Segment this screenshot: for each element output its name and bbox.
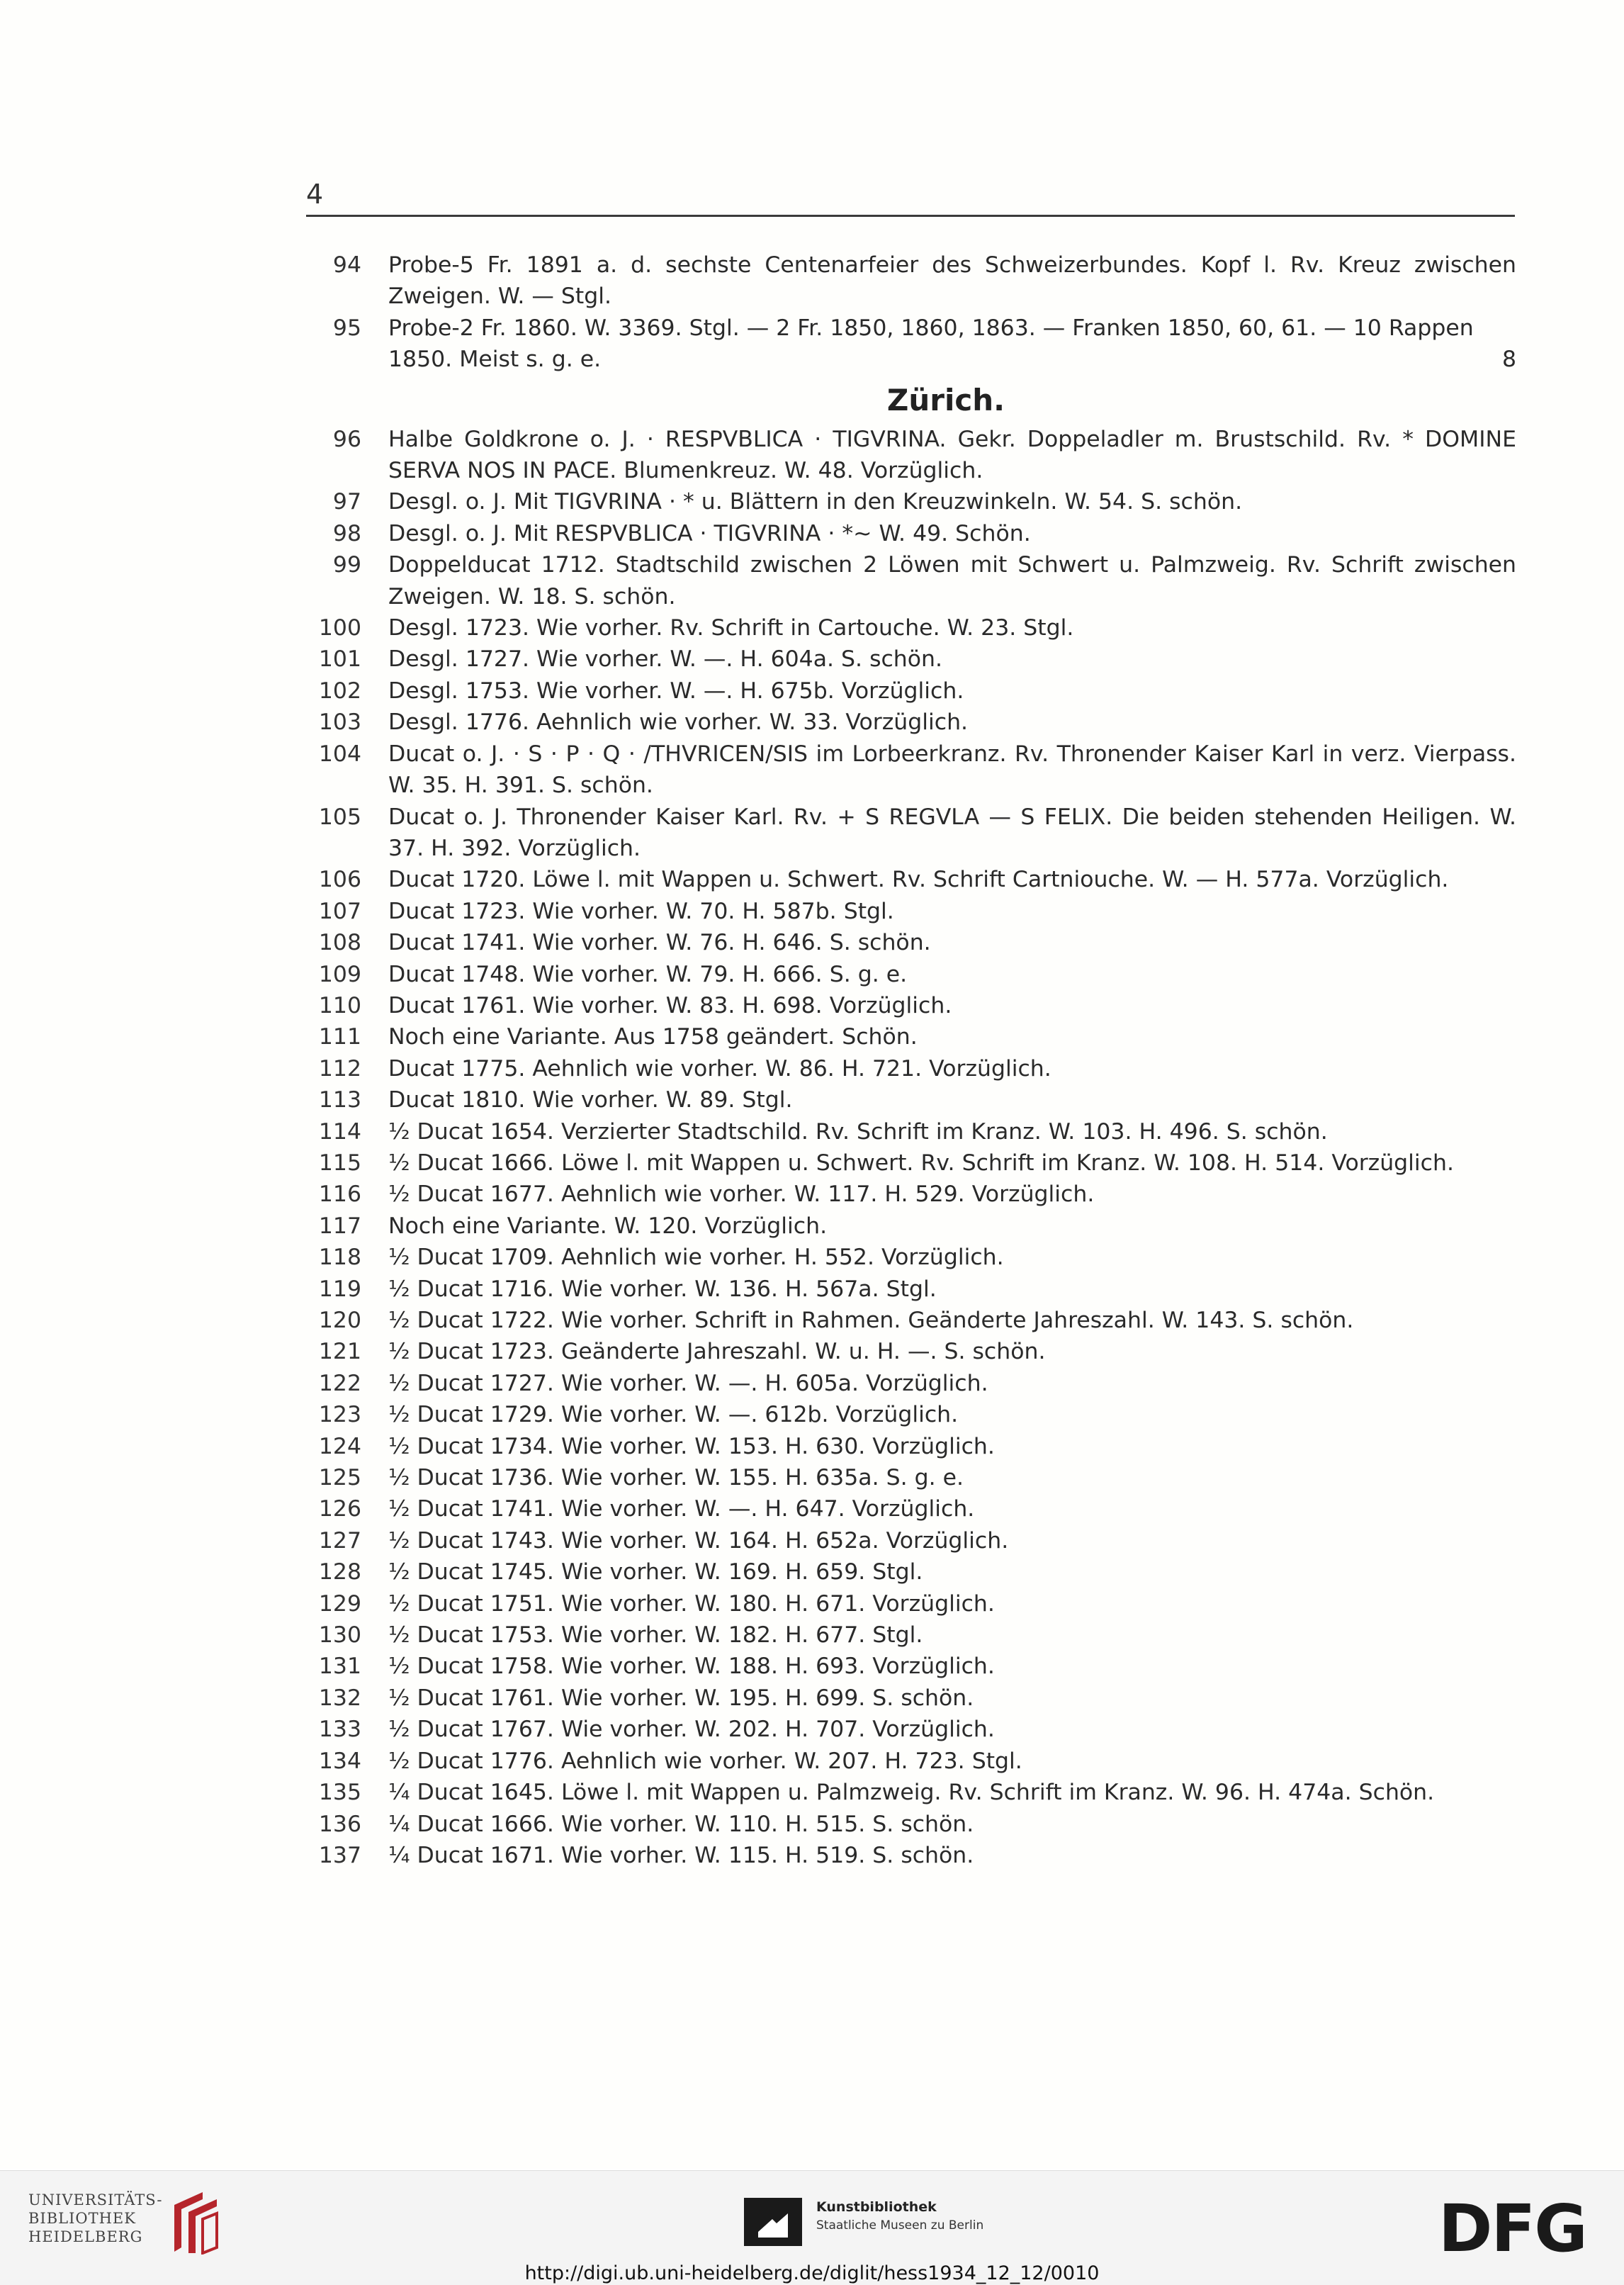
entry-number: 135 (318, 1780, 361, 1806)
entry-text: ½ Ducat 1767. Wie vorher. W. 202. H. 707. Vorzüglich. (388, 1717, 995, 1743)
catalog-entry (312, 1840, 1516, 1871)
catalog-entry (312, 1525, 1516, 1556)
entry-number: 125 (318, 1465, 361, 1491)
kunstbibliothek-mark-icon (744, 2198, 802, 2246)
catalog-entry (312, 1651, 1516, 1682)
entry-text: ½ Ducat 1734. Wie vorher. W. 153. H. 630. Vorzüglich. (388, 1433, 995, 1459)
entry-number: 133 (318, 1717, 361, 1743)
catalog-entry (312, 518, 1516, 549)
entry-number: 137 (318, 1842, 361, 1868)
entry-text: ½ Ducat 1758. Wie vorher. W. 188. H. 693. Vorzüglich. (388, 1654, 995, 1680)
entry-text: Ducat 1775. Aehnlich wie vorher. W. 86. H. 721. Vorzüglich. (388, 1055, 1051, 1082)
entry-text: Ducat 1720. Löwe l. mit Wappen u. Schwert. Rv. Schrift Cartniouche. W. — H. 577a. Vorzüglich. (388, 867, 1449, 893)
entry-number: 118 (318, 1245, 361, 1271)
entry-number: 94 (332, 252, 361, 278)
entry-number: 107 (318, 898, 361, 924)
entry-text: ½ Ducat 1745. Wie vorher. W. 169. H. 659. Stgl. (388, 1559, 923, 1585)
entry-number: 131 (318, 1654, 361, 1680)
entry-text: ½ Ducat 1741. Wie vorher. W. —. H. 647. Vorzüglich. (388, 1496, 975, 1522)
page-url[interactable]: http://digi.ub.uni-heidelberg.de/diglit/hess1934_12_12/0010 (524, 2262, 1100, 2284)
entry-number: 127 (318, 1527, 361, 1554)
catalog-entry (312, 1368, 1516, 1399)
entry-number: 101 (318, 646, 361, 673)
catalog-entry (312, 1493, 1516, 1525)
entry-number: 95 (332, 315, 361, 341)
entry-text: Ducat o. J. · S · P · Q · /THVRICEN/SIS im Lorbeerkranz. Rv. Thronender Kaiser Karl in verz. Vierpass. W. 35. H. 391. S. schön. (388, 741, 1516, 799)
entry-number: 120 (318, 1308, 361, 1333)
catalog-entry (312, 486, 1516, 517)
entry-list (312, 424, 1516, 1872)
catalog-entry (312, 896, 1516, 927)
entry-number: 97 (332, 489, 361, 515)
entry-text: ½ Ducat 1666. Löwe l. mit Wappen u. Schwert. Rv. Schrift im Kranz. W. 108. H. 514. Vorzüglich. (388, 1150, 1454, 1176)
entry-number: 109 (318, 961, 361, 987)
entry-text: ½ Ducat 1751. Wie vorher. W. 180. H. 671. Vorzüglich. (388, 1590, 995, 1617)
entry-text: Ducat 1761. Wie vorher. W. 83. H. 698. Vorzüglich. (388, 992, 952, 1018)
catalog-entry (312, 1336, 1516, 1367)
catalog-entry (312, 424, 1516, 487)
catalog-entry (312, 927, 1516, 958)
entry-text: Ducat o. J. Thronender Kaiser Karl. Rv. + S REGVLA — S FELIX. Die beiden stehenden Heiligen. W. 37. H. 392. Vorzüglich. (388, 804, 1516, 861)
entry-number: 134 (318, 1748, 361, 1774)
catalog-entry (312, 549, 1516, 612)
entry-text: ¼ Ducat 1666. Wie vorher. W. 110. H. 515. S. schön. (388, 1811, 974, 1837)
entry-number: 123 (318, 1402, 361, 1428)
kb-subtitle: Staatliche Museen zu Berlin (816, 2218, 984, 2233)
catalog-entry (312, 313, 1516, 376)
entry-number: 132 (318, 1685, 361, 1711)
header-rule (306, 215, 1515, 217)
entry-text: ½ Ducat 1736. Wie vorher. W. 155. H. 635a. S. g. e. (388, 1465, 964, 1491)
entry-text: Probe-5 Fr. 1891 a. d. sechste Centenarfeier des Schweizerbundes. Kopf l. Rv. Kreuz zwischen Zweigen. W. — Stgl. (388, 252, 1516, 310)
entry-number: 117 (318, 1213, 361, 1239)
entry-text: Ducat 1723. Wie vorher. W. 70. H. 587b. Stgl. (388, 898, 894, 924)
entry-text: ½ Ducat 1761. Wie vorher. W. 195. H. 699. S. schön. (388, 1685, 974, 1711)
entry-number: 119 (318, 1276, 361, 1302)
catalog-entry (312, 802, 1516, 865)
entry-number: 102 (318, 678, 361, 704)
ub-line: UNIVERSITÄTS- (28, 2191, 163, 2208)
entry-text (388, 313, 1516, 376)
entry-text: Desgl. o. J. Mit TIGVRINA · * u. Blättern in den Kreuzwinkeln. W. 54. S. schön. (388, 489, 1243, 515)
catalog-entry (312, 1053, 1516, 1084)
catalog-entry (312, 612, 1516, 644)
catalog-entry (312, 739, 1516, 802)
entry-number: 104 (318, 741, 361, 767)
section-heading: Zürich. (886, 382, 1005, 417)
catalog-entry (312, 1683, 1516, 1714)
entry-number: 98 (332, 520, 361, 546)
ub-mark-icon (167, 2191, 224, 2255)
catalog-entry (312, 959, 1516, 990)
entry-text: Ducat 1741. Wie vorher. W. 76. H. 646. S. schön. (388, 930, 931, 956)
catalog-entry (312, 1809, 1516, 1840)
entry-text: ½ Ducat 1654. Verzierter Stadtschild. Rv. Schrift im Kranz. W. 103. H. 496. S. schön. (388, 1118, 1328, 1145)
ub-line: HEIDELBERG (28, 2228, 143, 2245)
entry-text: Halbe Goldkrone o. J. · RESPVBLICA · TIGVRINA. Gekr. Doppeladler m. Brustschild. Rv. * DOMINE SERVA NOS IN PACE. Blumenkreuz. W. 48. Vorzüglich. (388, 426, 1516, 484)
dfg-logo: DFG (1438, 2191, 1586, 2267)
entry-number: 106 (318, 867, 361, 893)
entry-text: Ducat 1810. Wie vorher. W. 89. Stgl. (388, 1087, 793, 1113)
entry-number: 100 (318, 615, 361, 641)
catalog-entry (312, 1431, 1516, 1462)
entry-text: ½ Ducat 1727. Wie vorher. W. —. H. 605a. Vorzüglich. (388, 1370, 988, 1396)
catalog-entry (312, 1714, 1516, 1745)
entry-text: ½ Ducat 1753. Wie vorher. W. 182. H. 677. Stgl. (388, 1622, 923, 1649)
catalog-entry (312, 1556, 1516, 1588)
catalog-entry (312, 1399, 1516, 1430)
entry-text: ¼ Ducat 1671. Wie vorher. W. 115. H. 519. S. schön. (388, 1842, 974, 1868)
catalog-entry (312, 1746, 1516, 1777)
entry-number: 115 (318, 1150, 361, 1176)
entry-text: Noch eine Variante. Aus 1758 geändert. Schön. (388, 1024, 918, 1050)
catalog-entry (312, 1179, 1516, 1210)
catalog-entry (312, 1147, 1516, 1179)
catalog-entry (312, 644, 1516, 675)
entry-text: Desgl. 1753. Wie vorher. W. —. H. 675b. Vorzüglich. (388, 678, 964, 704)
ub-heidelberg-logo (28, 2191, 163, 2246)
entry-number: 124 (318, 1433, 361, 1459)
entry-text: ¼ Ducat 1645. Löwe l. mit Wappen u. Palmzweig. Rv. Schrift im Kranz. W. 96. H. 474a. Schön. (388, 1780, 1435, 1806)
catalog-entry (312, 1116, 1516, 1147)
entry-number: 128 (318, 1559, 361, 1585)
entry-text: Doppelducat 1712. Stadtschild zwischen 2 Löwen mit Schwert u. Palmzweig. Rv. Schrift zwischen Zweigen. W. 18. S. schön. (388, 552, 1516, 610)
entry-text: ½ Ducat 1716. Wie vorher. W. 136. H. 567a. Stgl. (388, 1276, 937, 1302)
catalog-entry (312, 1242, 1516, 1273)
entry-number: 129 (318, 1590, 361, 1617)
entry-number: 126 (318, 1496, 361, 1522)
page-number: 4 (306, 179, 324, 210)
catalog-entry (312, 675, 1516, 707)
ub-line: BIBLIOTHEK (28, 2210, 136, 2227)
entry-text: Ducat 1748. Wie vorher. W. 79. H. 666. S. g. e. (388, 961, 908, 987)
entry-number: 116 (318, 1181, 361, 1208)
entry-text: ½ Ducat 1677. Aehnlich wie vorher. W. 117. H. 529. Vorzüglich. (388, 1181, 1095, 1208)
entry-text: ½ Ducat 1709. Aehnlich wie vorher. H. 552. Vorzüglich. (388, 1245, 1004, 1271)
entry-text-line: Probe-2 Fr. 1860. W. 3369. Stgl. — 2 Fr. 1850, 1860, 1863. — Franken 1850, 60, 61. — 10 Rappen (388, 315, 1474, 341)
catalog-entry (312, 249, 1516, 313)
entry-number: 130 (318, 1622, 361, 1649)
entry-number: 99 (332, 552, 361, 578)
entry-text: ½ Ducat 1729. Wie vorher. W. —. 612b. Vorzüglich. (388, 1402, 959, 1428)
entry-text: ½ Ducat 1722. Wie vorher. Schrift in Rahmen. Geänderte Jahreszahl. W. 143. S. schön. (388, 1308, 1354, 1333)
catalog-entry (312, 707, 1516, 738)
entry-number: 122 (318, 1370, 361, 1396)
catalog-entry (312, 1619, 1516, 1651)
entry-text-line (388, 344, 1516, 375)
catalog-entry (312, 1588, 1516, 1619)
entry-text: Desgl. o. J. Mit RESPVBLICA · TIGVRINA · *~ W. 49. Schön. (388, 520, 1031, 546)
catalog-entries (312, 249, 1516, 1871)
entry-number: 112 (318, 1055, 361, 1082)
catalog-entry (312, 1084, 1516, 1116)
catalog-entry (312, 1305, 1516, 1336)
entry-number: 108 (318, 930, 361, 956)
entry-number: 105 (318, 804, 361, 830)
entry-text: ½ Ducat 1776. Aehnlich wie vorher. W. 207. H. 723. Stgl. (388, 1748, 1022, 1774)
entry-text: Desgl. 1727. Wie vorher. W. —. H. 604a. S. schön. (388, 646, 943, 673)
catalog-entry (312, 1462, 1516, 1493)
entry-number: 121 (318, 1339, 361, 1365)
entry-text: Desgl. 1776. Aehnlich wie vorher. W. 33. Vorzüglich. (388, 709, 969, 736)
catalog-entry (312, 1777, 1516, 1808)
catalog-entry (312, 1021, 1516, 1052)
catalog-entry (312, 864, 1516, 895)
entry-number: 136 (318, 1811, 361, 1837)
catalog-entry (312, 990, 1516, 1021)
kunstbibliothek-logo (744, 2198, 983, 2246)
entry-text: ½ Ducat 1723. Geänderte Jahreszahl. W. u. H. —. S. schön. (388, 1339, 1046, 1365)
entry-number: 114 (318, 1118, 361, 1145)
entry-number: 103 (318, 709, 361, 736)
entry-text: ½ Ducat 1743. Wie vorher. W. 164. H. 652a. Vorzüglich. (388, 1527, 1009, 1554)
entry-number: 96 (332, 426, 361, 452)
entry-number: 110 (318, 992, 361, 1018)
entry-number: 113 (318, 1087, 361, 1113)
catalog-entry (312, 1211, 1516, 1242)
entry-text-continuation: 1850. Meist s. g. e. (388, 347, 602, 373)
entry-price: 8 (1501, 347, 1516, 373)
kb-title: Kunstbibliothek (816, 2199, 937, 2215)
entry-text: Noch eine Variante. W. 120. Vorzüglich. (388, 1213, 828, 1239)
entry-text: Desgl. 1723. Wie vorher. Rv. Schrift in Cartouche. W. 23. Stgl. (388, 615, 1074, 641)
catalog-entry (312, 1274, 1516, 1305)
entry-number: 111 (318, 1024, 361, 1050)
